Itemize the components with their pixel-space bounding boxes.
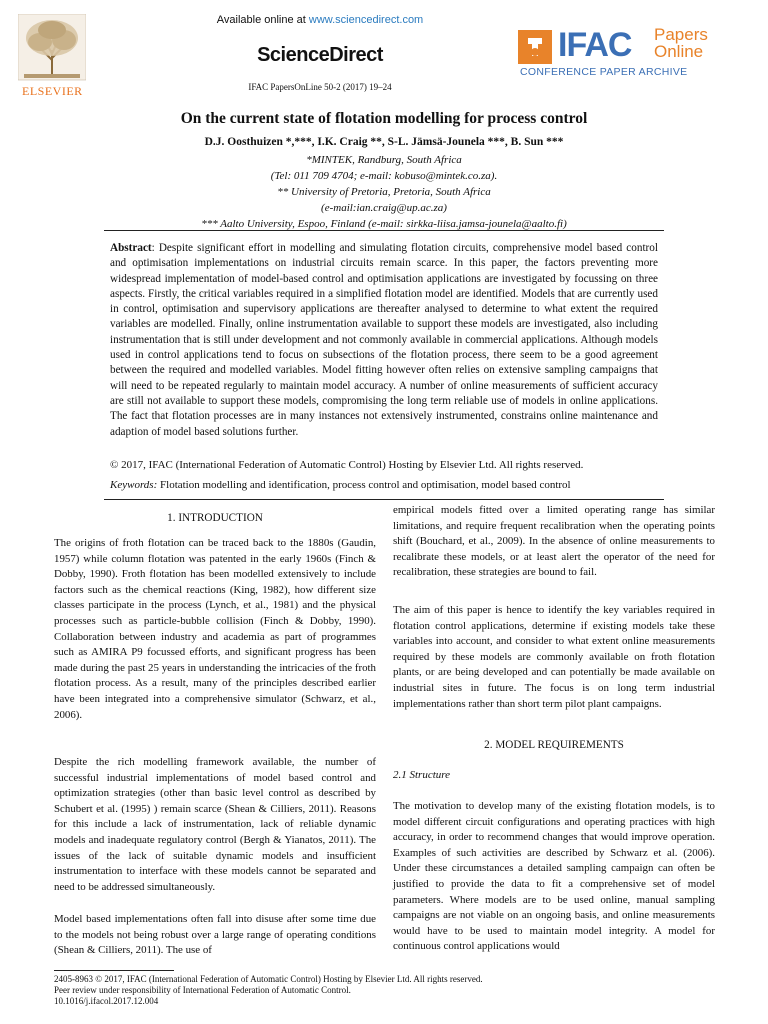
footer-rule	[54, 970, 174, 971]
elsevier-wordmark: ELSEVIER	[22, 84, 83, 98]
available-prefix: Available online at	[216, 14, 309, 26]
abstract-bottom-rule	[104, 499, 664, 500]
paper-title: On the current state of flotation modelling for process control	[180, 110, 588, 127]
right-paragraph-2: The aim of this paper is hence to identify the key variables required in flotation control applications, determine if existing models take these variables into account, and consider to what extent online measurements required by these models are commonly available on froth flotation plants, or are being developed and can potentially be made available on industrial sites in future. The focus is on long term industrial implementations rather than short term pilot plant campaigns.	[393, 604, 715, 710]
footer-doi[interactable]: 10.1016/j.ifacol.2017.12.004	[54, 996, 159, 1006]
ifac-online: Online	[654, 42, 704, 61]
intro-paragraph-2: Despite the rich modelling framework available, the number of successful industrial implementations of model based control and optimization strategies (other than basic level control as described by Schubert et al. (1995) ) remain scarce (Shean & Cilliers, 2011). Reasons for this include a lack of instrumentation, lack of reliable dynamic models and inadequate regulatory control (Bergh & Yianatos, 2011). The issues of the lack of suitable dynamic models and insufficient instrumentation to interface with these models cannot be separated and need to be addressed simultaneously.	[54, 756, 376, 893]
ifac-word: IFAC	[558, 26, 632, 64]
section-heading-model-requirements: 2. MODEL REQUIREMENTS	[484, 739, 624, 751]
footer-peer-review: Peer review under responsibility of International Federation of Automatic Control.	[54, 985, 351, 995]
footer-copyright: 2405-8963 © 2017, IFAC (International Federation of Automatic Control) Hosting by Elsevier Ltd. All rights reserved.	[54, 974, 483, 984]
intro-paragraph-1: The origins of froth flotation can be traced back to the 1880s (Gaudin, 1957) while column flotation was patented in the early 1960s (Finch & Dobby, 1990). Froth flotation has been modelled extensively to include factors such as the chemical reactions (King, 1982), how different size classes participate in the process (Lynch, et al., 1981) and the physical processes such as particle-bubble collision (Finch & Dobby, 1990). Collaboration between industry and academia as part of programmes such as AMIRA P9 focussed efforts, and significant progress has been made during the past 25 years in understanding the intricacies of the froth flotation process. As a result, many of the principles described earlier have been integrated into a comprehensive simulator (Schwarz, et al., 2006).	[54, 537, 376, 721]
copyright-notice: © 2017, IFAC (International Federation of Automatic Control) Hosting by Elsevier Ltd. All rights reserved.	[110, 459, 584, 471]
affiliation-1: *MINTEK, Randburg, South Africa	[306, 154, 462, 166]
journal-reference: IFAC PapersOnLine 50-2 (2017) 19–24	[248, 82, 392, 92]
keywords-text: Flotation modelling and identification, process control and optimisation, model based control	[157, 479, 571, 491]
abstract-top-rule	[104, 230, 664, 231]
subsection-heading-structure: 2.1 Structure	[393, 769, 451, 781]
intro-paragraph-3: Model based implementations often fall into disuse after some time due to the models not being robust over a large range of operating conditions (Shean & Cilliers, 2011). The use of	[54, 913, 376, 957]
right-paragraph-3: The motivation to develop many of the existing flotation models, is to model different circuit configurations and operating practices with high accuracy, in order to recommend changes that would improve operation. Examples of such activities are described by Schwarz et al. (2006). Under these circumstances a detailed sampling campaign can often be justified to provide the data to fit a comprehensive set of model parameters. Where models are to be used online, manual sampling campaigns are not viable on an ongoing basis, and online measurements would have to be used to maintain model integrity. A model for continuous control applications would	[393, 800, 715, 953]
right-paragraph-1: empirical models fitted over a limited operating range has similar limitations, and require frequent recalibration when the operating points shift (Bouchard, et al., 2009). In the absence of online measurements to recalibrate these models, or at least alert the operator of the need for recalibration, these strategies are bound to fail.	[393, 504, 715, 579]
affiliation-5: *** Aalto University, Espoo, Finland (e-mail: sirkka-liisa.jamsa-jounela@aalto.fi)	[201, 218, 567, 230]
keywords-label: Keywords:	[110, 479, 158, 491]
footer	[54, 974, 483, 1007]
available-online	[0, 14, 640, 26]
ifac-archive-tagline: CONFERENCE PAPER ARCHIVE	[520, 66, 688, 78]
ifac-emblem-icon	[518, 30, 552, 64]
paper-authors: D.J. Oosthuizen *,***, I.K. Craig **, S-L. Jämsä-Jounela ***, B. Sun ***	[204, 136, 564, 148]
abstract	[110, 241, 658, 440]
section-heading-introduction: 1. INTRODUCTION	[167, 512, 263, 524]
affiliation-3: ** University of Pretoria, Pretoria, South Africa	[277, 186, 491, 198]
ifac-papers: Papers	[654, 25, 708, 44]
sciencedirect-wordmark: ScienceDirect	[257, 44, 383, 66]
sciencedirect-link[interactable]: www.sciencedirect.com	[308, 14, 424, 26]
abstract-text: : Despite significant effort in modelling and simulating flotation circuits, comprehensive model based control and optimisation implementations on industrial circuits remain scarce. In this paper, the factors preventing more widespread implementation of model-based control and optimisation applications are investigated by focussing on three aspects. Firstly, the critical variables required in a simplified flotation model are identified. Models that are currently used in control, optimisation and supervisory applications are thereafter analysed to determine to what extent the required variables are modelled. Finally, online instrumentation available to support these models are investigated, also including instrumentation that is still under development and not commonly available in commercial applications. Although models used in control applications tend to focus on subsections of the flotation process, there seem to be a good agreement between the required and modelled variables. Model fitting however often relies on extensive sampling campaigns that will need to be repeated regularly to maintain model accuracy. A number of online measurements of sufficient accuracy are still not available to support these models, compromising the long term reliable use of models in online applications. The fact that flotation processes are in many instances not extensively instrumented, constrains online maintenance and adaption of model based solutions further.	[110, 242, 658, 438]
affiliation-4: (e-mail:ian.craig@up.ac.za)	[321, 202, 447, 214]
affiliation-2: (Tel: 011 709 4704; e-mail: kobuso@mintek.co.za).	[270, 170, 498, 182]
keywords	[110, 479, 571, 491]
abstract-label: Abstract	[110, 242, 152, 254]
